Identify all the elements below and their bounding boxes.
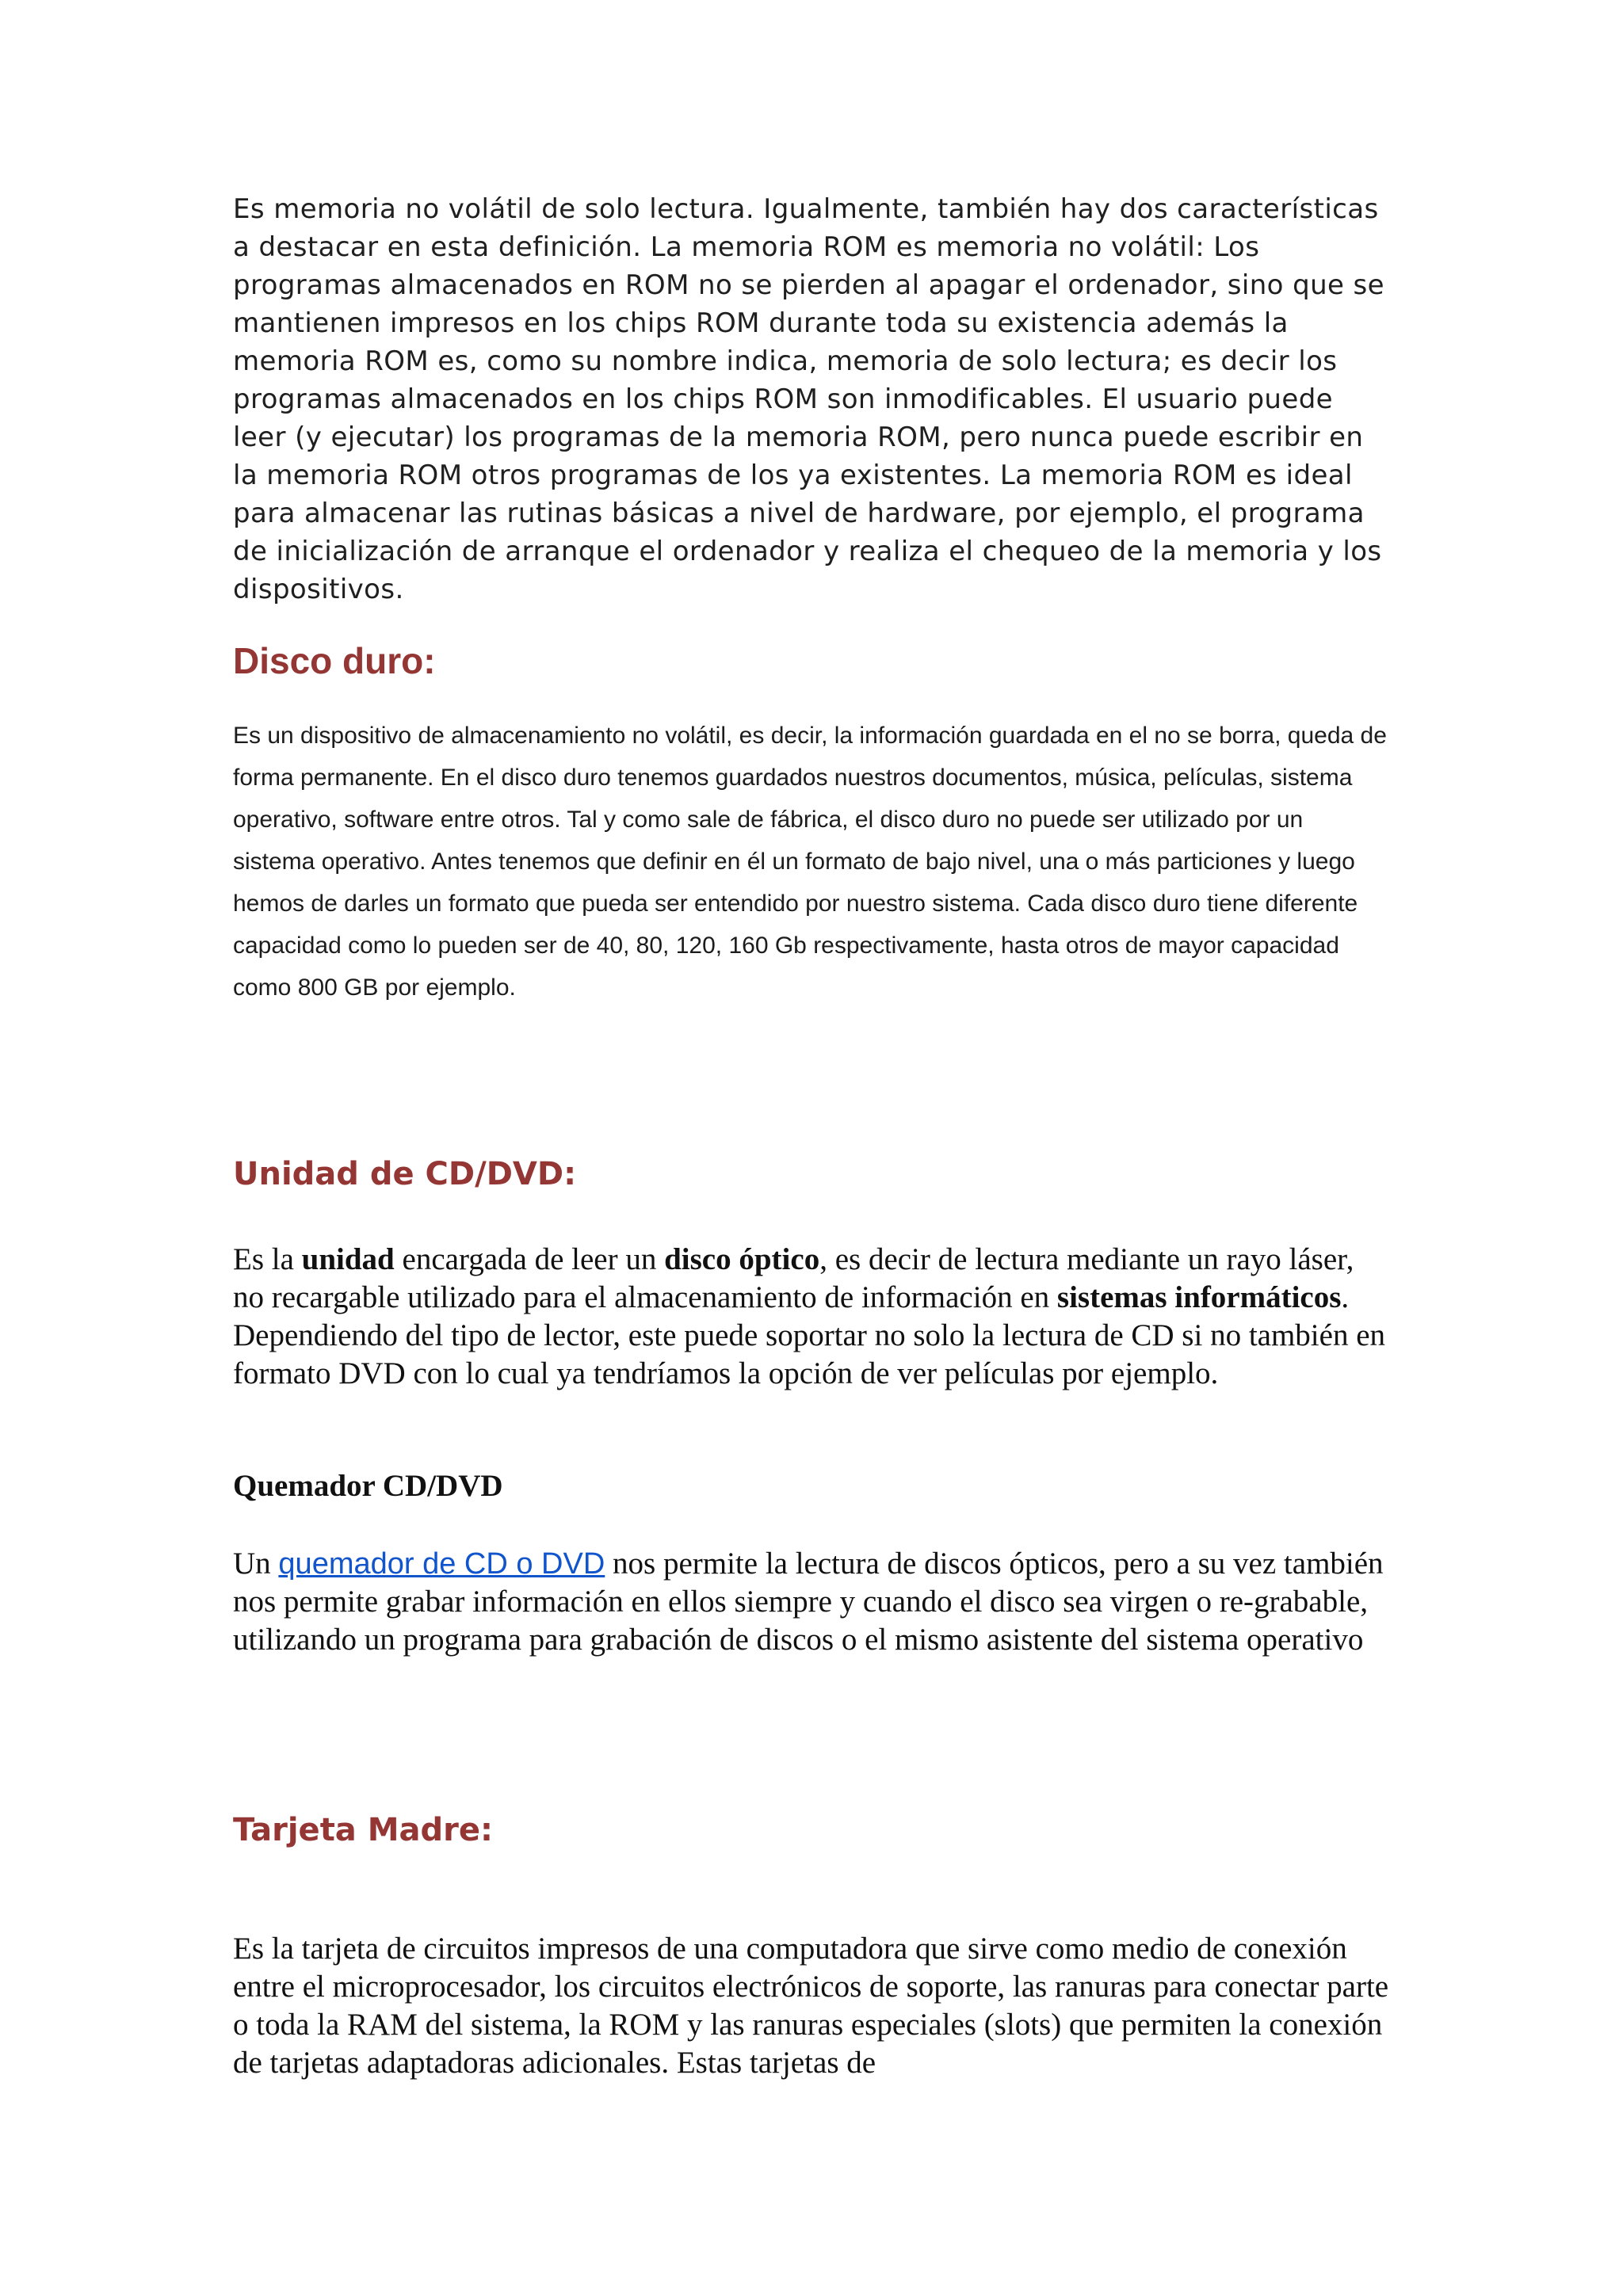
- quemador-link[interactable]: quemador de CD o DVD: [278, 1547, 605, 1581]
- text-run: encargada de leer un: [394, 1242, 665, 1276]
- cd-dvd-paragraph: [233, 1241, 1390, 1393]
- heading-tarjeta-madre: Tarjeta Madre:: [233, 1812, 494, 1848]
- bold-term-disco-optico: disco óptico: [664, 1242, 820, 1276]
- heading-unidad-cd-dvd: Unidad de CD/DVD:: [233, 1156, 577, 1192]
- disco-duro-paragraph: Es un dispositivo de almacenamiento no volátil, es decir, la información guardada en el no se borra, queda de forma permanente. En el disco duro tenemos guardados nuestros documentos, música, películas, sistema operativo, software entre otros. Tal y como sale de fábrica, el disco duro no puede ser utilizado por un sistema operativo. Antes tenemos que definir en él un formato de bajo nivel, una o más particiones y luego hemos de darles un formato que pueda ser entendido por nuestro sistema. Cada disco duro tiene diferente capacidad como lo pueden ser de 40, 80, 120, 160 Gb respectivamente, hasta otros de mayor capacidad como 800 GB por ejemplo.: [233, 723, 1387, 1001]
- text-run: Es la: [233, 1242, 302, 1276]
- quemador-paragraph: [233, 1545, 1390, 1659]
- text-run: Un: [233, 1547, 279, 1581]
- bold-term-sistemas-informaticos: sistemas informáticos: [1056, 1280, 1342, 1314]
- rom-paragraph: Es memoria no volátil de solo lectura. Igualmente, también hay dos características a destacar en esta definición. La memoria ROM es memoria no volátil: Los programas almacenados en ROM no se pierden al apagar el ordenador, sino que se mantienen impresos en los chips ROM durante toda su existencia además la memoria ROM es, como su nombre indica, memoria de solo lectura; es decir los programas almacenados en los chips ROM son inmodificables. El usuario puede leer (y ejecutar) los programas de la memoria ROM, pero nunca puede escribir en la memoria ROM otros programas de los ya existentes. La memoria ROM es ideal para almacenar las rutinas básicas a nivel de hardware, por ejemplo, el programa de inicialización de arranque el ordenador y realiza el chequeo de la memoria y los dispositivos.: [233, 193, 1384, 605]
- text-run: , es decir de lectura mediante un rayo láser, no recargable utilizado para el almacenamiento de información en: [233, 1242, 1354, 1314]
- text-run: . Dependiendo del tipo de lector, este puede soportar no solo la lectura de CD si no también en formato DVD con lo cual ya tendríamos la opción de ver películas por ejemplo.: [233, 1280, 1386, 1390]
- heading-disco-duro: Disco duro:: [233, 640, 436, 681]
- text-run: nos permite la lectura de discos ópticos, pero a su vez también nos permite grabar información en ellos siempre y cuando el disco sea virgen o re-grabable, utilizando un programa para grabación de discos o el mismo asistente del sistema operativo: [233, 1547, 1384, 1657]
- heading-quemador-cd-dvd: Quemador CD/DVD: [233, 1469, 503, 1503]
- tarjeta-madre-paragraph: Es la tarjeta de circuitos impresos de una computadora que sirve como medio de conexión entre el microprocesador, los circuitos electrónicos de soporte, las ranuras para conectar parte o toda la RAM del sistema, la ROM y las ranuras especiales (slots) que permiten la conexión de tarjetas adaptadoras adicionales. Estas tarjetas de: [233, 1932, 1389, 2080]
- bold-term-unidad: unidad: [301, 1242, 395, 1276]
